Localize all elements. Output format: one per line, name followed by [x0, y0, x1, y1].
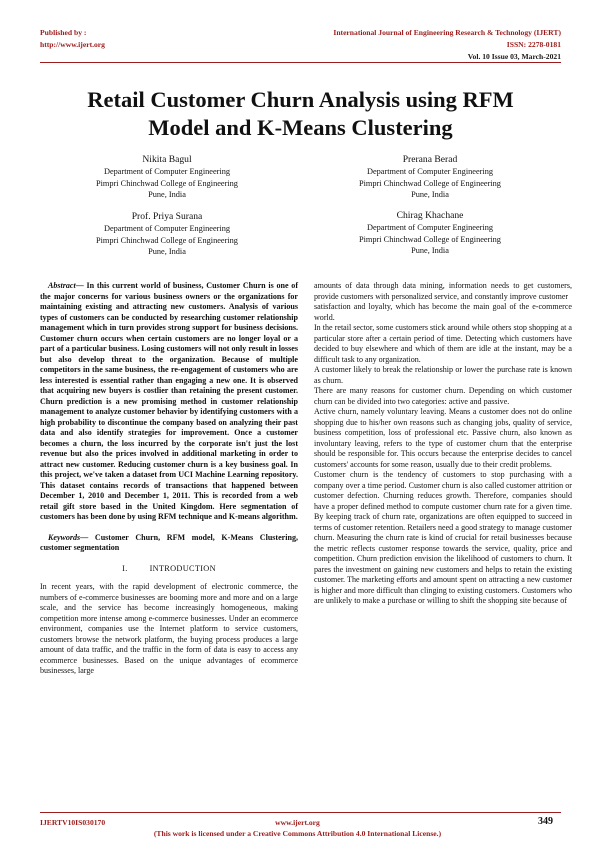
author-dept: Department of Computer Engineering	[366, 167, 494, 176]
header-right	[333, 27, 561, 63]
section-heading	[40, 564, 298, 575]
license-notice[interactable]: (This work is licensed under a Creative Commons Attribution 4.0 International License.)	[153, 829, 442, 838]
body-paragraph: A customer likely to break the relationship or lower the purchase rate is known as churn.	[314, 365, 572, 385]
abstract	[40, 281, 298, 523]
author-college: Pimpri Chinchwad College of Engineering	[359, 178, 501, 188]
right-column	[314, 281, 572, 607]
header-website-link[interactable]: http://www.ijert.org	[40, 40, 105, 49]
abstract-label: Abstract—	[48, 281, 84, 290]
author-dept: Department of Computer Engineering	[103, 167, 231, 176]
issn: ISSN: 2278-0181	[506, 40, 561, 49]
author-college: Pimpri Chinchwad College of Engineering	[96, 178, 238, 188]
body-paragraph: amounts of data through data mining, information needs to get customers, provide customers with personalized service, and constantly improve customer	[314, 281, 572, 301]
author-location: Pune, India	[148, 190, 186, 200]
author-location: Pune, India	[411, 246, 449, 256]
author-block	[305, 153, 555, 201]
author-block	[305, 209, 555, 257]
paper-id: IJERTV10IS030170	[40, 818, 106, 827]
keywords-label: Keywords—	[48, 532, 89, 542]
body-paragraph: Active churn, namely voluntary leaving. Means a customer does not do online shopping due to his/her own reasons such as changing jobs, quality of service, business competition, loss of professional etc. Passive churn, also known as involuntary leaving, refers to the type of customer churn that the enterprise should be responsible for. This occurs because the enterprise decides to cancel customers' accounts for some reason, usually due to their credit problems.	[314, 407, 572, 469]
volume-issue: Vol. 10 Issue 03, March-2021	[467, 52, 561, 61]
section-title: INTRODUCTION	[149, 563, 216, 573]
title-line-1: Retail Customer Churn Analysis using RFM	[87, 87, 514, 112]
paper-title	[40, 86, 561, 142]
footer-website-link[interactable]: www.ijert.org	[275, 818, 320, 827]
author-name: Nikita Bagul	[142, 154, 192, 165]
author-name: Chirag Khachane	[396, 210, 464, 221]
author-location: Pune, India	[411, 190, 449, 200]
intro-paragraph: In recent years, with the rapid development of electronic commerce, the numbers of e-commerce businesses are booming more and more and on a large scale, and the service has become increasingly homogeneous, making competition more intense among e-commerce businesses. Under an ecommerce environment, companies use the Internet platform to service customers, customers browse the network platform, the buying process produces a large amount of data traffic, and the traffic in the form of data is easy to access any ecommerce businesses. Based on the unique advantages of ecommerce businesses, large	[40, 582, 298, 675]
abstract-text: In this current world of business, Customer Churn is one of the major concerns for various business owners or the organizations for maintaining existing and attracting new customers. Analysis of various types of customers can be conducted by researching customer relationship management which in turn provides strong support for business decisions. Customer churn occurs when certain customers are no longer loyal or a part of a particular business. Losing customers will not only result in losses but also develop threat to the organization. Because of multiple competitors in the same business, the re-engagement of customers who are less interested is essential rather than engaging a new one. It is observed that acquiring new buyers is costlier than retaining the present customer. Churn prediction is a new promising method in customer relationship management to analyze customer behavior by identifying customers with a high probability to discontinue the company based on analyzing their past data and also identify strategies for improvement. Once a customer becomes a churn, the loss incurred by the corporate isn't just the lost revenue but also the prices involved in additional marketing in order to attract new customer. Reducing customer churn is a key business goal. In this project, we've taken a dataset from UCI Machine Learning repository. This dataset contains records of transactions that happened between December 1, 2010 and December 1, 2011. This is recorded from a web retail gift store based in the United Kingdom. Here segmentation of customers has been done by using RFM technique and K-means algorithm.	[40, 281, 298, 521]
header-left	[40, 27, 105, 51]
body-paragraph: Customer churn is the tendency of customers to stop purchasing with a company over a time period. Customer churn is also called customer attrition or customer defection. Churning reduces growth. Therefore, companies should have a proper defined method to compute customer churn rate for a given time. By keeping track of churn rate, organizations are often equipped to succeed in terms of customer retention. Retailers need a good strategy to manage customer churn. Measuring the churn rate is kind of crucial for retail businesses because the metric reflects customer response towards the service, quality, price and competition. Churn prediction envision the likelihood of customers to churn. It pares the investment on gaining new customers and helps to retain the existing customer. The marketing efforts and amount spent on attracting a new customer is higher and more difficult than clinging to existing customers. Customers who are unlikely to make a purchase or willing to shift the shopping site because of	[314, 470, 572, 605]
author-block	[42, 210, 292, 258]
author-name: Prerana Berad	[402, 154, 458, 165]
body-paragraph: satisfaction and loyalty, which has become the main goal of the e-commerce world.	[314, 302, 572, 322]
keywords	[40, 533, 298, 554]
title-line-2: Model and K-Means Clustering	[148, 115, 453, 140]
journal-name: International Journal of Engineering Research & Technology (IJERT)	[333, 28, 561, 37]
published-by: Published by :	[40, 28, 87, 37]
body-paragraph: In the retail sector, some customers stick around while others stop shopping at a particular store after a certain period of time. Detecting which customers have decided to buy elsewhere and which of them are idle at the instant, may be a difficult task to any organization.	[314, 323, 572, 364]
author-dept: Department of Computer Engineering	[103, 224, 231, 233]
keywords-text: Customer Churn, RFM model, K-Means Clustering, customer segmentation	[40, 532, 298, 552]
author-block	[42, 153, 292, 201]
header-rule	[40, 62, 561, 63]
author-dept: Department of Computer Engineering	[366, 223, 494, 232]
footer-rule	[40, 812, 561, 813]
section-number: I.	[122, 563, 128, 573]
page-number: 349	[538, 816, 553, 827]
left-column	[40, 281, 298, 677]
body-paragraph: There are many reasons for customer churn. Depending on which customer churn can be divided into two categories: active and passive.	[314, 386, 572, 406]
author-name: Prof. Priya Surana	[131, 211, 203, 222]
author-location: Pune, India	[148, 247, 186, 257]
author-college: Pimpri Chinchwad College of Engineering	[96, 235, 238, 245]
author-college: Pimpri Chinchwad College of Engineering	[359, 234, 501, 244]
